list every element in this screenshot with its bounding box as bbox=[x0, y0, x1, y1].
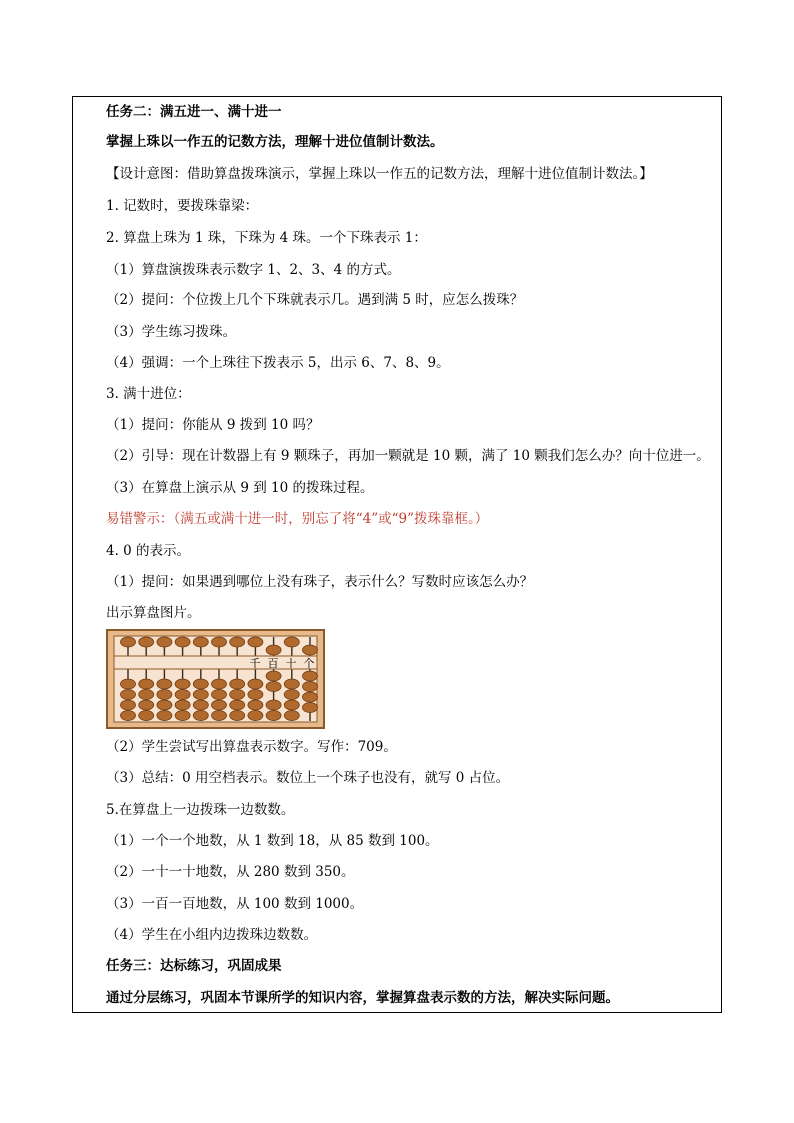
lower-bead bbox=[175, 690, 190, 700]
step-3: 3. 满十进位： bbox=[106, 386, 191, 402]
upper-bead bbox=[230, 637, 245, 647]
lower-bead bbox=[230, 711, 245, 721]
step-5: 5.在算盘上一边拨珠一边数数。 bbox=[106, 802, 295, 818]
step-1: 1. 记数时，要拨珠靠梁： bbox=[106, 198, 259, 214]
step-2-1: （1）算盘演拨珠表示数字 1、2、3、4 的方式。 bbox=[106, 262, 401, 278]
design-intent: 【设计意图：借助算盘拨珠演示，掌握上珠以一作五的记数方法，理解十进位值制计数法。】 bbox=[106, 166, 653, 182]
task2-heading: 任务二：满五进一、满十进一 bbox=[106, 104, 282, 120]
place-label-ones: 个 bbox=[303, 657, 315, 670]
lower-bead bbox=[121, 700, 136, 710]
upper-bead bbox=[193, 637, 208, 647]
lower-bead bbox=[303, 692, 318, 702]
lower-bead bbox=[139, 700, 154, 710]
task3-goal: 通过分层练习，巩固本节课所学的知识内容，掌握算盘表示数的方法，解决实际问题。 bbox=[106, 990, 619, 1006]
lower-bead bbox=[157, 700, 172, 710]
lower-bead bbox=[284, 711, 299, 721]
task2-goal: 掌握上珠以一作五的记数方法，理解十进位值制计数法。 bbox=[106, 134, 444, 150]
upper-bead bbox=[157, 637, 172, 647]
lower-bead bbox=[284, 700, 299, 710]
lower-bead bbox=[193, 690, 208, 700]
lower-bead bbox=[248, 690, 263, 700]
lower-bead bbox=[266, 671, 281, 681]
step-5-4: （4）学生在小组内边拨珠边数数。 bbox=[106, 927, 318, 943]
upper-bead bbox=[248, 637, 263, 647]
lower-bead bbox=[193, 679, 208, 689]
lower-bead bbox=[157, 690, 172, 700]
place-label-hundreds: 百 bbox=[267, 657, 279, 670]
lower-bead bbox=[303, 671, 318, 681]
lower-bead bbox=[139, 679, 154, 689]
lower-bead bbox=[266, 682, 281, 692]
step-4-3: （3）总结：0 用空档表示。数位上一个珠子也没有，就写 0 占位。 bbox=[106, 770, 510, 786]
lower-bead bbox=[121, 679, 136, 689]
show-abacus: 出示算盘图片。 bbox=[106, 605, 201, 621]
lower-bead bbox=[230, 679, 245, 689]
lower-bead bbox=[248, 700, 263, 710]
lower-bead bbox=[230, 700, 245, 710]
lower-bead bbox=[303, 703, 318, 713]
abacus-image bbox=[106, 629, 325, 729]
lower-bead bbox=[212, 700, 227, 710]
upper-bead bbox=[139, 637, 154, 647]
lower-bead bbox=[193, 700, 208, 710]
upper-bead bbox=[266, 645, 281, 655]
upper-bead bbox=[284, 637, 299, 647]
step-2-4: （4）强调：一个上珠往下拨表示 5，出示 6、7、8、9。 bbox=[106, 355, 450, 371]
lower-bead bbox=[193, 711, 208, 721]
lower-bead bbox=[230, 690, 245, 700]
lower-bead bbox=[121, 711, 136, 721]
upper-bead bbox=[303, 645, 318, 655]
step-4: 4. 0 的表示。 bbox=[106, 543, 191, 559]
lower-bead bbox=[175, 711, 190, 721]
error-warning: 易错警示：（满五或满十进一时，别忘了将“4”或“9”拨珠靠框。） bbox=[106, 511, 489, 527]
step-5-1: （1）一个一个地数，从 1 数到 18，从 85 数到 100。 bbox=[106, 833, 439, 849]
step-5-3: （3）一百一百地数，从 100 数到 1000。 bbox=[106, 896, 364, 912]
upper-bead bbox=[212, 637, 227, 647]
lower-bead bbox=[212, 679, 227, 689]
lower-bead bbox=[175, 679, 190, 689]
place-label-thousands: 千 bbox=[249, 657, 261, 670]
lower-bead bbox=[303, 682, 318, 692]
step-2-2: （2）提问：个位拨上几个下珠就表示几。遇到满 5 时，应怎么拨珠？ bbox=[106, 292, 524, 308]
place-label-tens: 十 bbox=[285, 657, 297, 670]
lower-bead bbox=[139, 690, 154, 700]
lower-bead bbox=[121, 690, 136, 700]
upper-bead bbox=[175, 637, 190, 647]
lower-bead bbox=[157, 711, 172, 721]
step-3-1: （1）提问：你能从 9 拨到 10 吗？ bbox=[106, 417, 320, 433]
lower-bead bbox=[266, 700, 281, 710]
lower-bead bbox=[139, 711, 154, 721]
step-5-2: （2）一十一十地数，从 280 数到 350。 bbox=[106, 864, 355, 880]
upper-bead bbox=[121, 637, 136, 647]
lower-bead bbox=[175, 700, 190, 710]
lower-bead bbox=[212, 711, 227, 721]
lower-bead bbox=[248, 711, 263, 721]
lower-bead bbox=[284, 690, 299, 700]
lower-bead bbox=[157, 679, 172, 689]
step-2-3: （3）学生练习拨珠。 bbox=[106, 324, 237, 340]
step-2: 2. 算盘上珠为 1 珠，下珠为 4 珠。一个下珠表示 1： bbox=[106, 230, 427, 246]
task3-heading: 任务三：达标练习，巩固成果 bbox=[106, 958, 282, 974]
lower-bead bbox=[248, 679, 263, 689]
lower-bead bbox=[266, 711, 281, 721]
step-3-2: （2）引导：现在计数器上有 9 颗珠子，再加一颗就是 10 颗，满了 10 颗我们怎么办？向十位进一。 bbox=[106, 448, 710, 464]
step-3-3: （3）在算盘上演示从 9 到 10 的拨珠过程。 bbox=[106, 480, 374, 496]
step-4-2: （2）学生尝试写出算盘表示数字。写作：709。 bbox=[106, 739, 397, 755]
step-4-1: （1）提问：如果遇到哪位上没有珠子，表示什么？写数时应该怎么办？ bbox=[106, 574, 534, 590]
lower-bead bbox=[212, 690, 227, 700]
lower-bead bbox=[284, 679, 299, 689]
